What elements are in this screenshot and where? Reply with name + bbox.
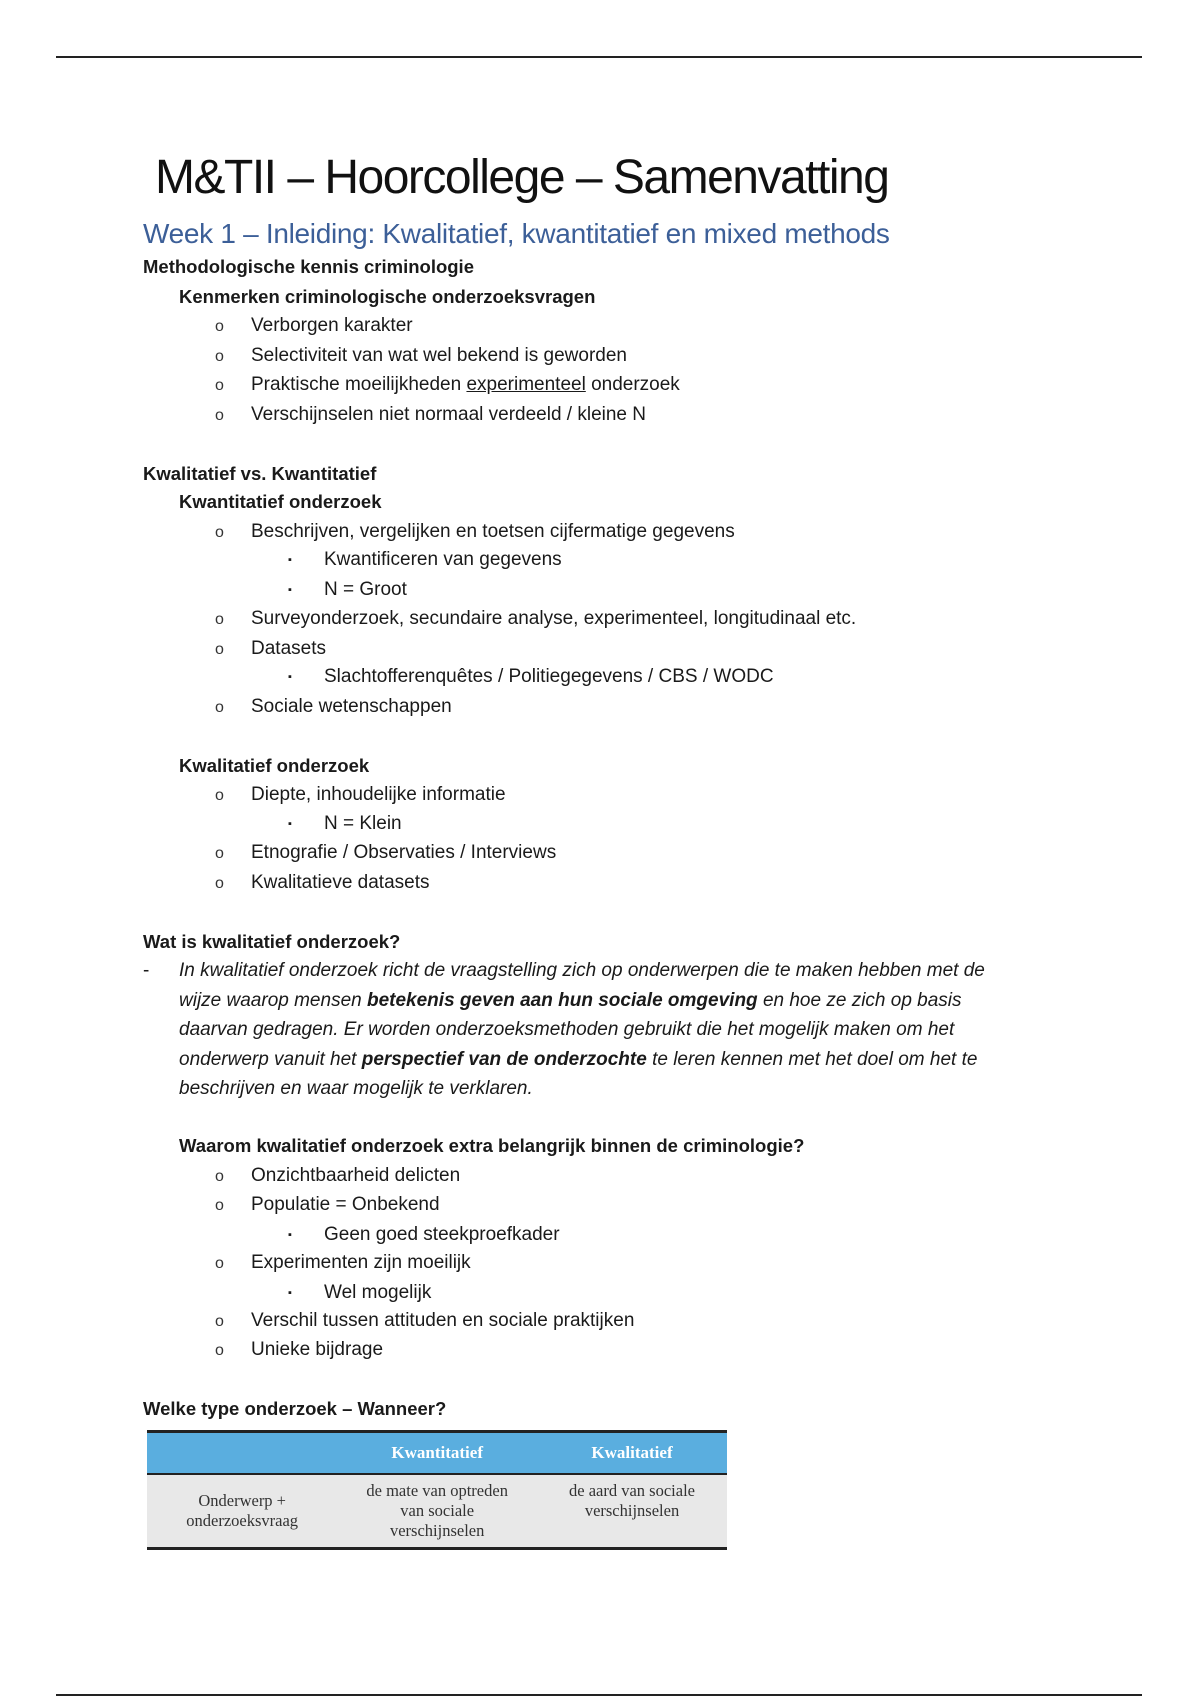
table-cell-kwalitatief: de aard van sociale verschijnselen: [537, 1474, 727, 1549]
list-item: o Beschrijven, vergelijken en toetsen cijfermatige gegevens: [215, 519, 735, 546]
list-item: o Verschijnselen niet normaal verdeeld / kleine N: [215, 402, 646, 429]
circle-bullet-icon: o: [215, 524, 224, 541]
circle-bullet-icon: o: [215, 1342, 224, 1359]
sub-list-item: ▪ Geen goed steekproefkader: [288, 1222, 560, 1250]
underlined-term: experimenteel: [466, 374, 586, 395]
comparison-table: [147, 1430, 727, 1550]
section-heading-kwal-vs-kwant: Kwalitatief vs. Kwantitatief: [143, 463, 377, 484]
table-row-label: Onderwerp + onderzoeksvraag: [147, 1474, 337, 1549]
list-item: o Etnografie / Observaties / Interviews: [215, 840, 556, 867]
list-item: o Onzichtbaarheid delicten: [215, 1163, 460, 1190]
section-heading-methodologie: Methodologische kennis criminologie: [143, 256, 474, 277]
circle-bullet-icon: o: [215, 699, 224, 716]
sub-list-item: ▪ Slachtofferenquêtes / Politiegegevens / CBS / WODC: [288, 664, 774, 692]
table-row: [147, 1474, 727, 1549]
circle-bullet-icon: o: [215, 641, 224, 658]
circle-bullet-icon: o: [215, 318, 224, 335]
table-header-row: [147, 1432, 727, 1475]
square-bullet-icon: ▪: [288, 584, 292, 596]
list-item: o Diepte, inhoudelijke informatie: [215, 782, 506, 809]
circle-bullet-icon: o: [215, 1168, 224, 1185]
list-item: o Datasets: [215, 636, 326, 663]
table-header-empty: [147, 1432, 337, 1475]
subheading-waarom: Waarom kwalitatief onderzoek extra belangrijk binnen de criminologie?: [179, 1135, 805, 1156]
sub-list-item: ▪ N = Groot: [288, 577, 407, 605]
table-header-kwalitatief: Kwalitatief: [537, 1432, 727, 1475]
circle-bullet-icon: o: [215, 875, 224, 892]
page-title: M&TII – Hoorcollege – Samenvatting: [155, 151, 889, 204]
sub-list-item: ▪ Kwantificeren van gegevens: [288, 547, 562, 575]
sub-list-item: ▪ N = Klein: [288, 811, 402, 839]
list-item: o Verschil tussen attituden en sociale praktijken: [215, 1308, 634, 1335]
sub-list-item: ▪ Wel mogelijk: [288, 1280, 431, 1308]
list-item: o Selectiviteit van wat wel bekend is geworden: [215, 343, 627, 370]
circle-bullet-icon: o: [215, 787, 224, 804]
list-item: o Praktische moeilijkheden experimenteel onderzoek: [215, 372, 680, 399]
table-header-kwantitatief: Kwantitatief: [337, 1432, 537, 1475]
square-bullet-icon: ▪: [288, 1229, 292, 1241]
top-rule: [56, 56, 1142, 58]
circle-bullet-icon: o: [215, 1197, 224, 1214]
bottom-rule: [56, 1694, 1142, 1696]
list-item: o Unieke bijdrage: [215, 1337, 383, 1364]
dash-bullet-icon: -: [143, 960, 150, 981]
circle-bullet-icon: o: [215, 1255, 224, 1272]
circle-bullet-icon: o: [215, 845, 224, 862]
emphasis-text: perspectief van de onderzochte: [361, 1048, 647, 1070]
subheading-kwalitatief: Kwalitatief onderzoek: [179, 755, 370, 776]
circle-bullet-icon: o: [215, 377, 224, 394]
definition-paragraph: In kwalitatief onderzoek richt de vraagstelling zich op onderwerpen die te maken hebben met de wijze waarop mensen betekenis geven aan hun sociale omgeving en hoe ze zich op basis daarvan gedragen. Er worden onderzoeksmethoden gebruikt die het mogelijk maken om het onderwerp vanuit het perspectief van de onderzochte te leren kennen met het doel om het te beschrijven en waar mogelijk te verklaren.: [179, 960, 985, 1099]
list-item: o Sociale wetenschappen: [215, 694, 452, 721]
table-cell-kwantitatief: de mate van optreden van sociale verschijnselen: [337, 1474, 537, 1549]
week-heading: Week 1 – Inleiding: Kwalitatief, kwantitatief en mixed methods: [143, 218, 890, 249]
emphasis-text: betekenis geven aan hun sociale omgeving: [366, 989, 758, 1011]
list-item: o Populatie = Onbekend: [215, 1192, 440, 1219]
list-item: o Verborgen karakter: [215, 313, 413, 340]
subheading-kwantitatief: Kwantitatief onderzoek: [179, 491, 382, 512]
square-bullet-icon: ▪: [288, 671, 292, 683]
circle-bullet-icon: o: [215, 1313, 224, 1330]
square-bullet-icon: ▪: [288, 818, 292, 830]
square-bullet-icon: ▪: [288, 1287, 292, 1299]
list-item: o Surveyonderzoek, secundaire analyse, experimenteel, longitudinaal etc.: [215, 606, 856, 633]
subheading-kenmerken: Kenmerken criminologische onderzoeksvragen: [179, 286, 596, 307]
circle-bullet-icon: o: [215, 611, 224, 628]
section-heading-wat-is: Wat is kwalitatief onderzoek?: [143, 931, 401, 952]
section-heading-welke-type: Welke type onderzoek – Wanneer?: [143, 1398, 447, 1419]
circle-bullet-icon: o: [215, 348, 224, 365]
list-item: o Kwalitatieve datasets: [215, 870, 430, 897]
circle-bullet-icon: o: [215, 407, 224, 424]
square-bullet-icon: ▪: [288, 554, 292, 566]
list-item: o Experimenten zijn moeilijk: [215, 1250, 471, 1277]
